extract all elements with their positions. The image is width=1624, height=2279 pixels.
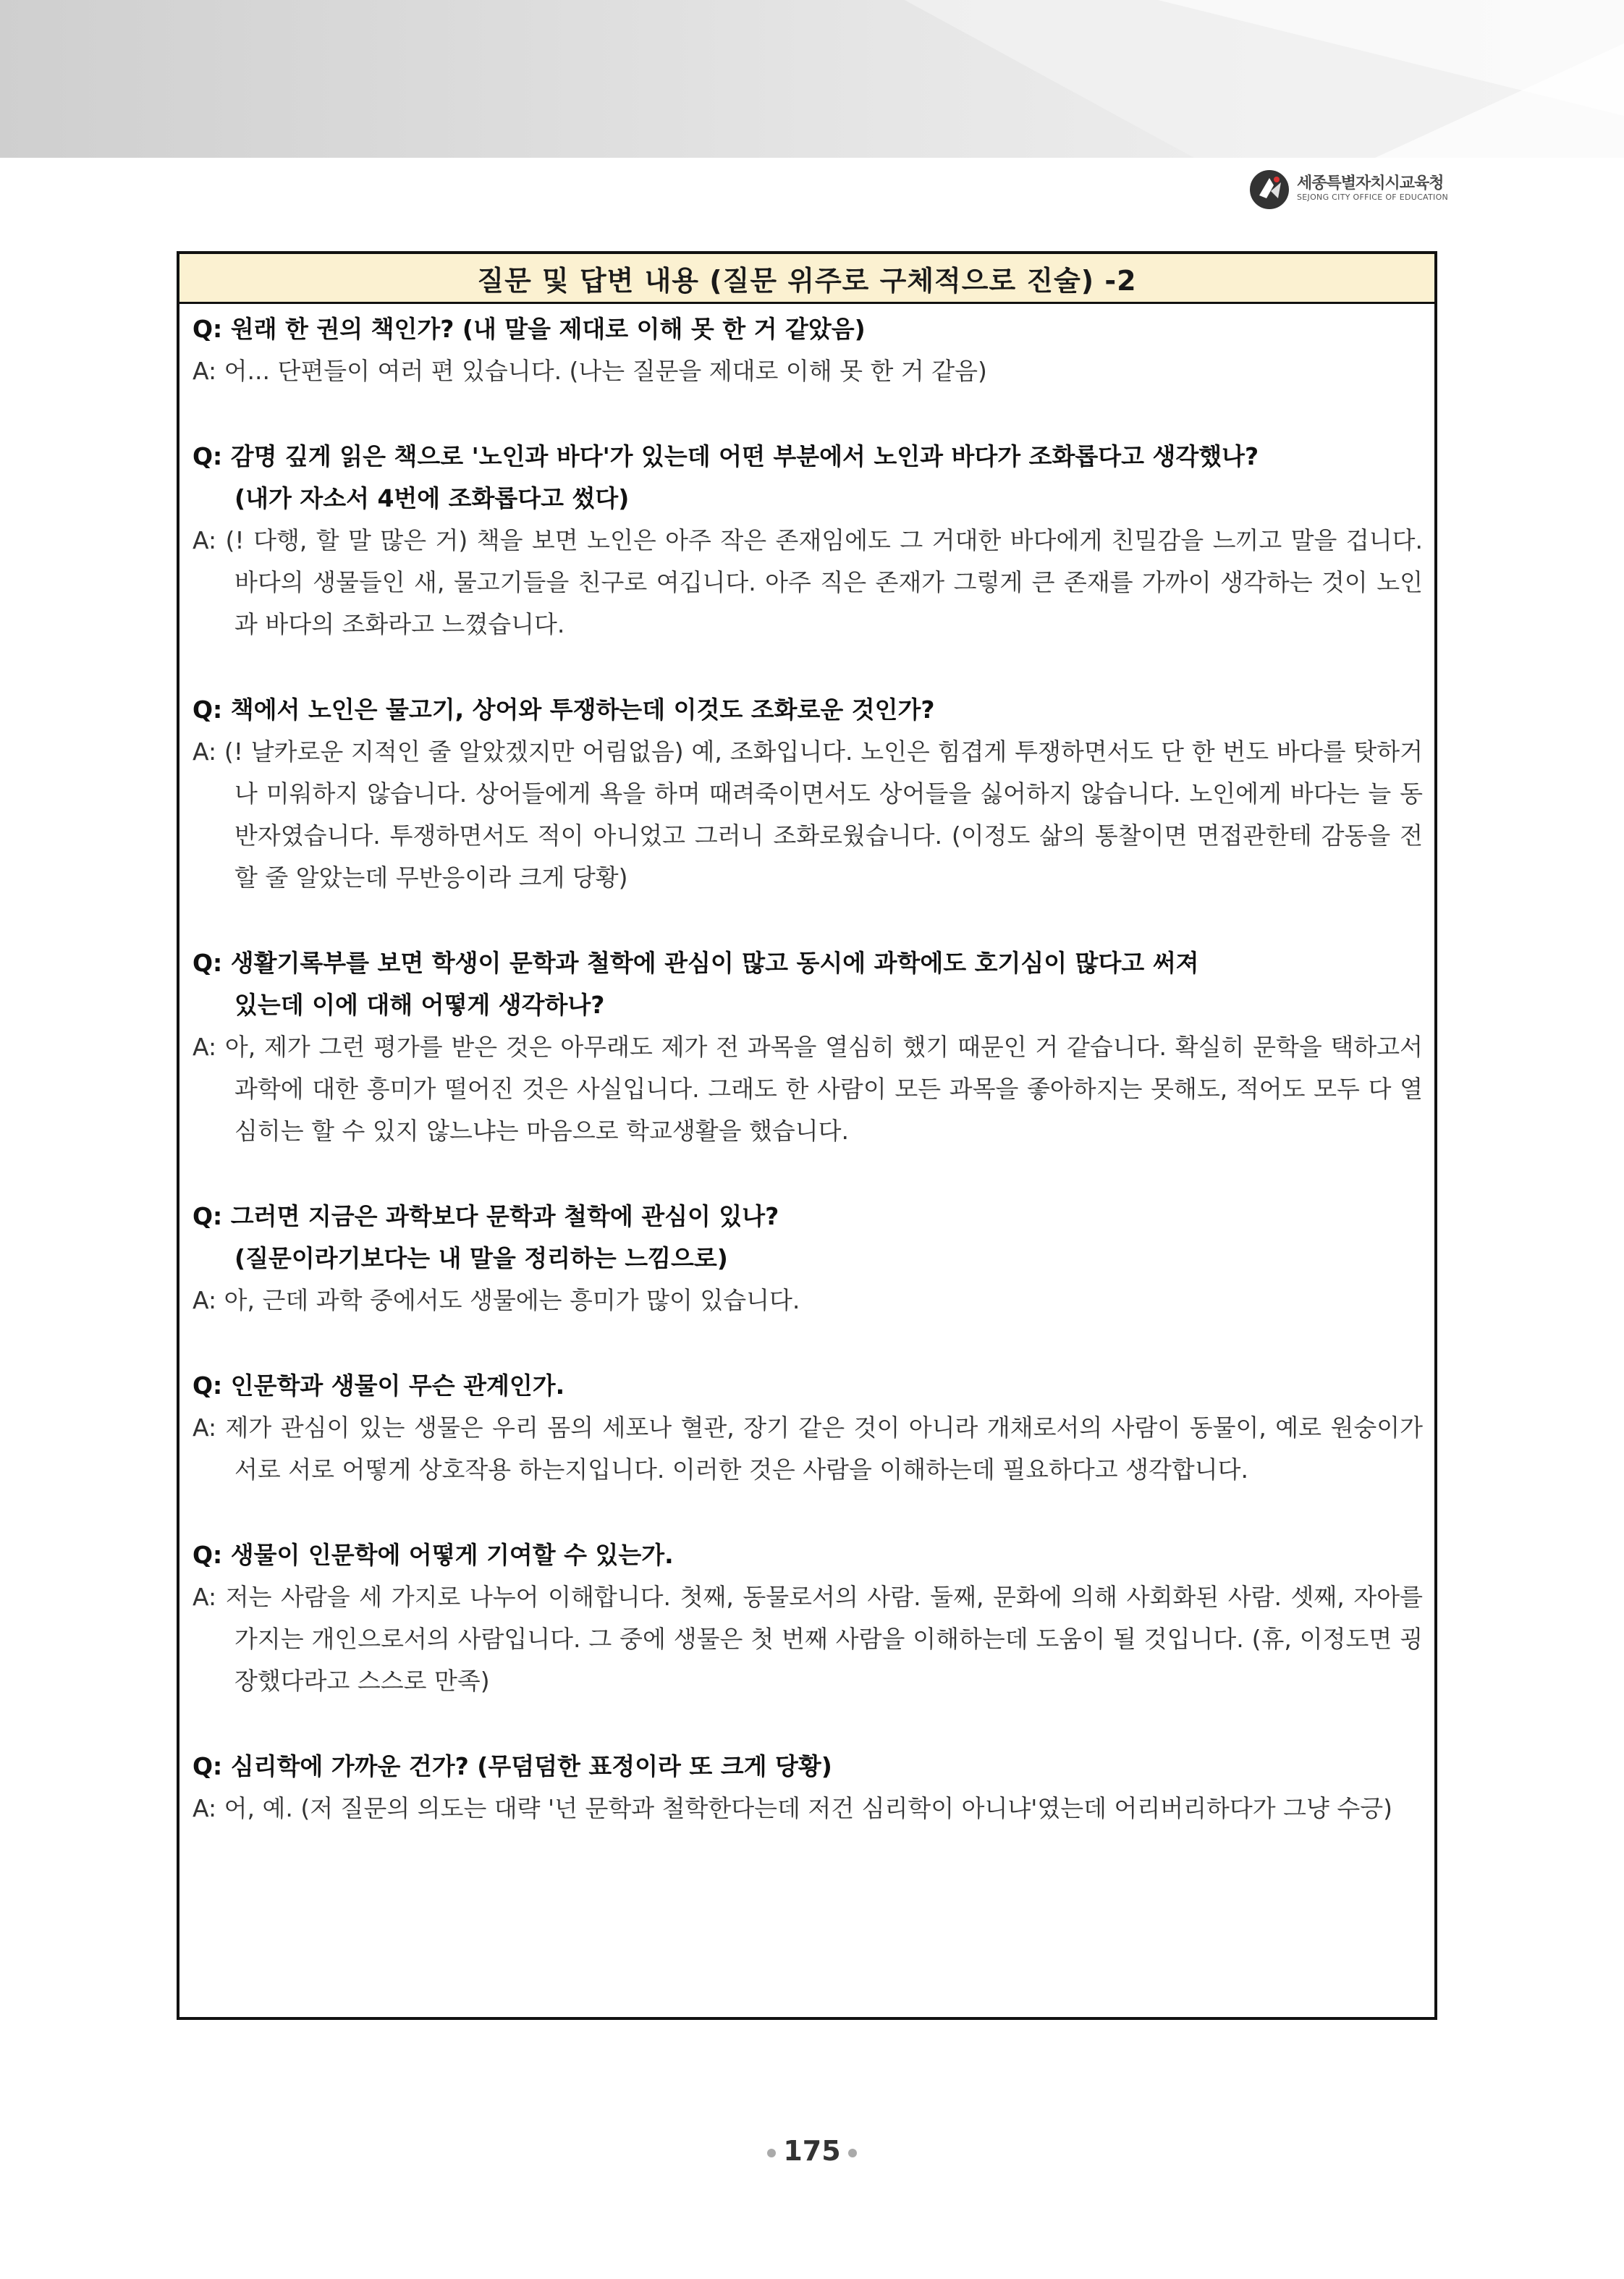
answer: A: 아, 근데 과학 중에서도 생물에는 흥미가 많이 있습니다.: [193, 1286, 800, 1314]
page-number-footer: [0, 2135, 1624, 2167]
question-continuation: (질문이라기보다는 내 말을 정리하는 느낌으로): [234, 1244, 728, 1272]
qa-item: [193, 689, 1423, 899]
question-continuation: (내가 자소서 4번에 조화롭다고 썼다): [234, 484, 630, 512]
question-continuation: 있는데 이에 대해 어떻게 생각하나?: [234, 991, 605, 1019]
header-gradient-graphic: [0, 0, 1624, 158]
question: Q: 그러면 지금은 과학보다 문학과 철학에 관심이 있나?: [193, 1202, 779, 1230]
header-background: [0, 0, 1624, 158]
page-number: 175: [783, 2135, 841, 2167]
question: Q: 심리학에 가까운 건가? (무덤덤한 표정이라 또 크게 당황): [193, 1752, 832, 1780]
org-logo: [1249, 168, 1459, 211]
question: Q: 감명 깊게 읽은 책으로 '노인과 바다'가 있는데 어떤 부분에서 노인과 바다가 조화롭다고 생각했나?: [193, 442, 1259, 470]
qa-content: [179, 304, 1434, 1830]
question: Q: 원래 한 권의 책인가? (내 말을 제대로 이해 못 한 거 같았음): [193, 315, 866, 343]
org-name-english: SEJONG CITY OFFICE OF EDUCATION: [1297, 193, 1449, 202]
question: Q: 인문학과 생물이 무슨 관계인가.: [193, 1371, 565, 1400]
qa-item: [193, 1534, 1423, 1702]
qa-item: [193, 436, 1423, 646]
answer: A: 어... 단편들이 여러 편 있습니다. (나는 질문을 제대로 이해 못 한 거 같음): [193, 357, 987, 385]
qa-table: [177, 251, 1437, 2020]
question: Q: 책에서 노인은 물고기, 상어와 투쟁하는데 이것도 조화로운 것인가?: [193, 695, 935, 724]
org-name-korean: 세종특별자치시교육청: [1297, 174, 1444, 193]
sejong-education-logo-icon: [1249, 169, 1290, 210]
qa-item: [193, 1196, 1423, 1322]
qa-item: [193, 1746, 1423, 1830]
answer: A: (! 다행, 할 말 많은 거) 책을 보면 노인은 아주 작은 존재임에도 그 거대한 바다에게 친밀감을 느끼고 말을 겁니다. 바다의 생물들인 새, 물고기들을 친구로 여깁니다. 아주 직은 존재가 그렇게 큰 존재를 가까이 생각하는 것이 노인과 바다의 조화라고 느꼈습니다.: [193, 526, 1423, 638]
answer: A: 어, 예. (저 질문의 의도는 대략 '넌 문학과 철학한다는데 저건 심리학이 아니냐'였는데 어리버리하다가 그냥 수긍): [193, 1794, 1392, 1822]
qa-item: [193, 308, 1423, 392]
bullet-dot-icon: [767, 2149, 776, 2157]
question: Q: 생활기록부를 보면 학생이 문학과 철학에 관심이 많고 동시에 과학에도 호기심이 많다고 써져: [193, 949, 1199, 977]
answer: A: 아, 제가 그런 평가를 받은 것은 아무래도 제가 전 과목을 열심히 했기 때문인 거 같습니다. 확실히 문학을 택하고서 과학에 대한 흥미가 떨어진 것은 사실입니다. 그래도 한 사람이 모든 과목을 좋아하지는 못해도, 적어도 모두 다 열심히는 할 수 있지 않느냐는 마음으로 학교생활을 했습니다.: [193, 1033, 1423, 1145]
table-title: 질문 및 답변 내용 (질문 위주로 구체적으로 진술) -2: [179, 254, 1434, 304]
bullet-dot-icon: [848, 2149, 857, 2157]
qa-item: [193, 1365, 1423, 1491]
answer: A: 제가 관심이 있는 생물은 우리 몸의 세포나 혈관, 장기 같은 것이 아니라 개채로서의 사람이 동물이, 예로 원숭이가 서로 서로 어떻게 상호작용 하는지입니다. 이러한 것은 사람을 이해하는데 필요하다고 생각합니다.: [193, 1413, 1423, 1484]
qa-item: [193, 942, 1423, 1152]
question: Q: 생물이 인문학에 어떻게 기여할 수 있는가.: [193, 1541, 674, 1569]
answer: A: 저는 사람을 세 가지로 나누어 이해합니다. 첫째, 동물로서의 사람. 둘째, 문화에 의해 사회화된 사람. 셋째, 자아를 가지는 개인으로서의 사람입니다. 그 중에 생물은 첫 번째 사람을 이해하는데 도움이 될 것입니다. (휴, 이정도면 굉장했다라고 스스로 만족): [193, 1583, 1423, 1695]
answer: A: (! 날카로운 지적인 줄 알았겠지만 어림없음) 예, 조화입니다. 노인은 힘겹게 투쟁하면서도 단 한 번도 바다를 탓하거나 미워하지 않습니다. 상어들에게 욕을 하며 때려죽이면서도 상어들을 싫어하지 않습니다. 노인에게 바다는 늘 동반자였습니다. 투쟁하면서도 적이 아니었고 그러니 조화로웠습니다. (이정도 삶의 통찰이면 면접관한테 감동을 전할 줄 알았는데 무반응이라 크게 당황): [193, 737, 1423, 892]
